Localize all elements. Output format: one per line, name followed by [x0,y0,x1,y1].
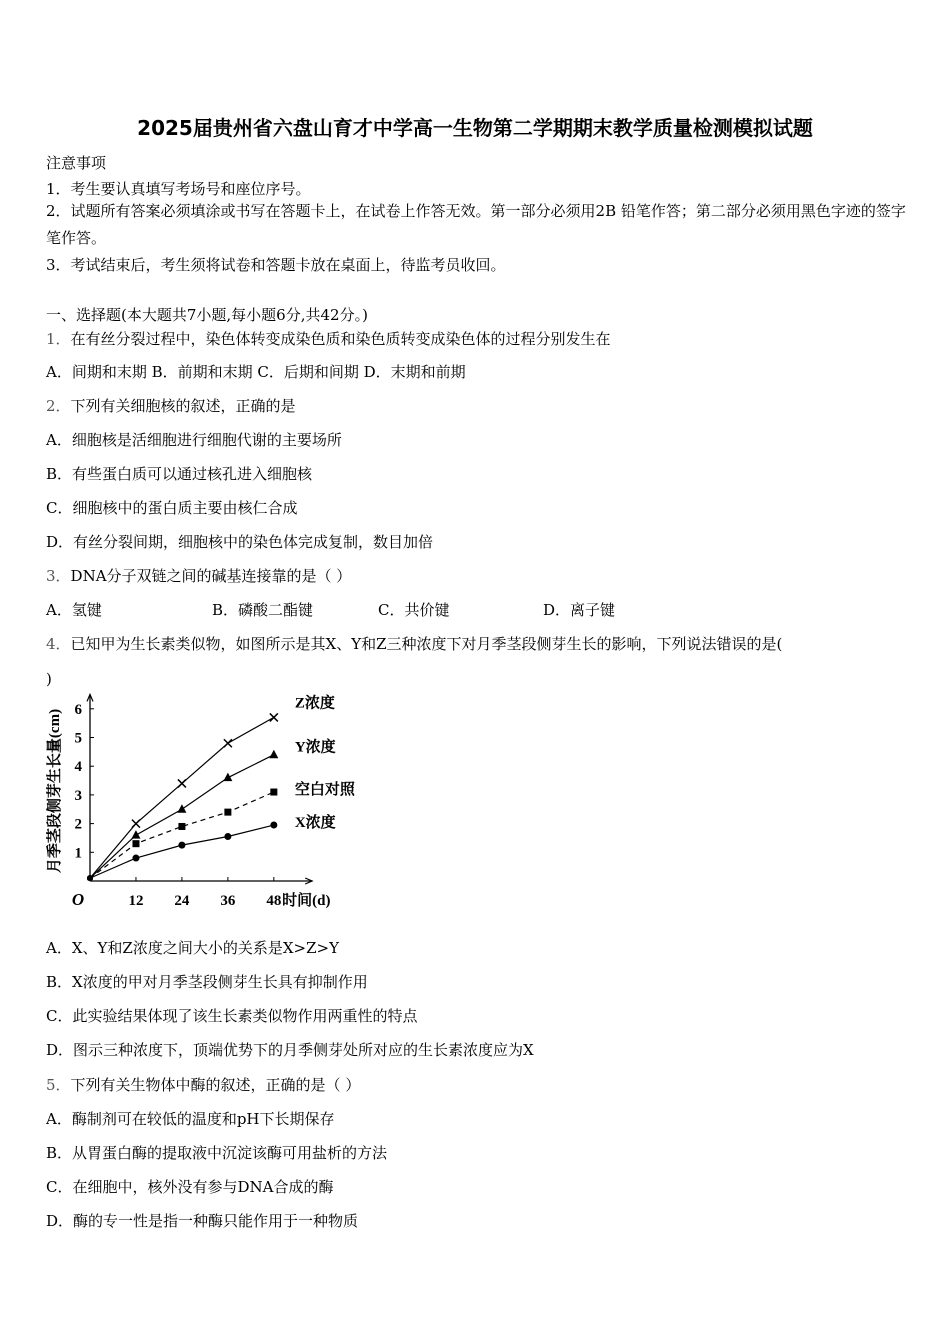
question-4 [46,633,782,654]
question-number: 3． [46,567,71,585]
data-point [178,823,185,830]
q5-option-b: B．从胃蛋白酶的提取液中沉淀该酶可用盐析的方法 [46,1144,388,1162]
question-5 [46,1074,360,1095]
y-tick-label: 1 [74,845,82,862]
data-point [132,855,139,862]
q2-option-a: A．细胞核是活细胞进行细胞代谢的主要场所 [46,431,342,449]
x-tick-label: 24 [174,893,190,909]
data-point [270,789,277,796]
y-tick-label: 5 [74,730,82,747]
question-stem: DNA分子双链之间的碱基连接靠的是（ ） [70,567,352,585]
q3-option-b: B．磷酸二酯键 [212,601,314,619]
data-point [270,822,277,829]
data-point [224,739,232,747]
question-stem: 已知甲为生长素类似物，如图所示是其X、Y和Z三种浓度下对月季茎段侧芽生长的影响，下列说法错误的是( [70,635,783,653]
x-tick-label: 48 [266,893,282,909]
question-3 [46,565,351,586]
question-stem: 下列有关生物体中酶的叙述，正确的是（ ） [70,1076,361,1094]
y-tick-label: 3 [74,787,82,804]
question-stem: 下列有关细胞核的叙述，正确的是 [70,397,296,415]
q3-option-d: D．离子键 [543,601,616,619]
q5-option-d: D．酶的专一性是指一种酶只能作用于一种物质 [46,1212,359,1230]
question-2 [46,395,296,416]
page-title: 2025届贵州省六盘山育才中学高一生物第二学期期末教学质量检测模拟试题 [137,116,813,140]
series-line [90,755,274,878]
data-point [270,713,278,721]
question-number: 2． [46,397,71,415]
series-label: X浓度 [294,815,336,832]
data-point [178,779,186,787]
q2-option-d: D．有丝分裂间期，细胞核中的染色体完成复制，数目加倍 [46,533,434,551]
notice-heading: 注意事项 [46,154,107,172]
question-stem: 在有丝分裂过程中，染色体转变成染色质和染色质转变成染色体的过程分别发生在 [70,330,611,348]
data-point [224,809,231,816]
data-point [224,833,231,840]
data-point [132,820,140,828]
q4-option-d: D．图示三种浓度下，顶端优势下的月季侧芽处所对应的生长素浓度应为X [46,1041,534,1059]
x-tick-label: 36 [220,893,236,909]
q5-option-a: A．酶制剂可在较低的温度和pH下长期保存 [46,1110,335,1128]
series-label: Z浓度 [294,695,335,712]
data-point [269,750,278,759]
data-point [178,842,185,849]
q2-option-c: C．细胞核中的蛋白质主要由核仁合成 [46,499,298,517]
q1-options: A．间期和末期 B．前期和末期 C．后期和间期 D．末期和前期 [46,363,466,381]
x-tick-label: 12 [128,893,144,909]
notice-item-1: 1．考生要认真填写考场号和座位序号。 [46,180,311,198]
q4-option-c: C．此实验结果体现了该生长素类似物作用两重性的特点 [46,1007,418,1025]
question-4-stem-end: ) [46,670,52,688]
q4-option-b: B．X浓度的甲对月季茎段侧芽生长具有抑制作用 [46,973,368,991]
section-heading: 一、选择题(本大题共7小题,每小题6分,共42分。) [46,306,368,324]
y-axis-label: 月季茎段侧芽生长量(cm) [47,708,63,874]
series-line [90,717,274,878]
series-label: Y浓度 [294,739,336,756]
data-point [132,840,139,847]
q3-option-c: C．共价键 [378,601,450,619]
series-label: 空白对照 [294,782,355,799]
q4-option-a: A．X、Y和Z浓度之间大小的关系是X>Z>Y [46,939,339,957]
y-tick-label: 2 [74,816,82,833]
y-tick-label: 6 [74,701,82,718]
notice-item-3: 3．考试结束后，考生须将试卷和答题卡放在桌面上，待监考员收回。 [46,256,506,274]
q2-option-b: B．有些蛋白质可以通过核孔进入细胞核 [46,465,313,483]
growth-chart [40,696,380,916]
q3-option-a: A．氢键 [46,601,102,619]
question-number: 5． [46,1076,71,1094]
q5-option-c: C．在细胞中，核外没有参与DNA合成的酶 [46,1178,334,1196]
data-point [131,830,140,839]
question-number: 4． [46,635,71,653]
data-point [223,773,232,782]
data-point [87,875,93,881]
origin-label: O [71,890,85,909]
notice-item-2: 2．试题所有答案必须填涂或书写在答题卡上，在试卷上作答无效。第一部分必须用2B 铅笔作答；第二部分必须用黑色字迹的签字笔作答。 [46,202,906,247]
data-point [177,804,186,813]
y-tick-label: 4 [74,759,82,776]
x-axis-label: 时间(d) [282,893,331,909]
question-number: 1． [46,330,71,348]
question-1 [46,328,611,349]
